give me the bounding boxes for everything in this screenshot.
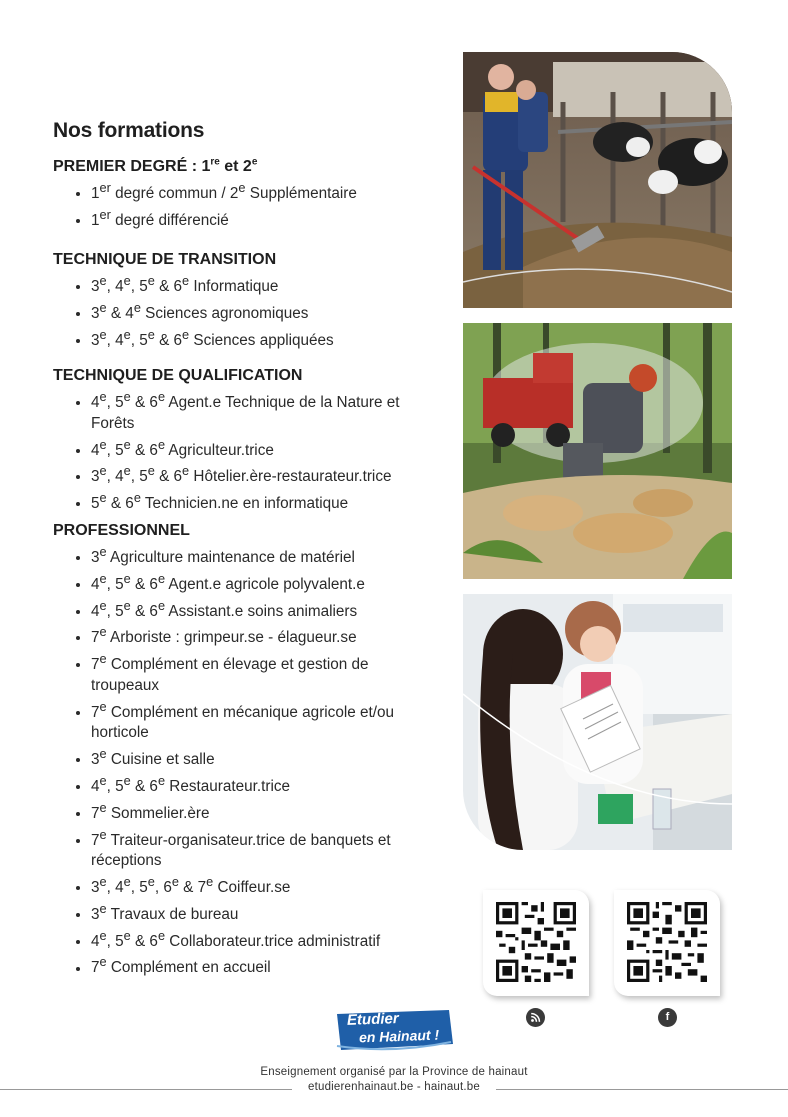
formation-item: • 3e & 4e Sciences agronomiques bbox=[91, 298, 433, 325]
formation-list bbox=[53, 178, 433, 232]
formation-item: • 4e, 5e & 6e Agent.e Technique de la Nature et Forêts bbox=[91, 387, 433, 435]
formation-item: • 3e, 4e, 5e & 6e Sciences appliquées bbox=[91, 325, 433, 352]
formation-item: • 4e, 5e & 6e Restaurateur.trice bbox=[91, 771, 433, 798]
section-professionnel bbox=[53, 521, 433, 979]
qr-code-pattern bbox=[496, 902, 576, 982]
formation-item: • 3e Travaux de bureau bbox=[91, 899, 433, 926]
formation-item: • 3e Cuisine et salle bbox=[91, 744, 433, 771]
section-premier-degre bbox=[53, 157, 433, 232]
etudier-en-hainaut-logo bbox=[333, 1008, 455, 1054]
logo-text-line2: en Hainaut ! bbox=[358, 1026, 440, 1046]
section-heading: PROFESSIONNEL bbox=[53, 522, 190, 539]
photo-barn-cattle bbox=[463, 52, 732, 308]
section-technique-transition bbox=[53, 250, 433, 351]
formation-item: • 7e Arboriste : grimpeur.se - élagueur.se bbox=[91, 622, 433, 649]
formation-list bbox=[53, 271, 433, 351]
footer-organizer: Enseignement organisé par la Province de hainaut bbox=[260, 1066, 528, 1078]
facebook-icon[interactable]: f bbox=[658, 1008, 677, 1027]
page-title: Nos formations bbox=[53, 119, 205, 142]
formation-item: • 7e Sommelier.ère bbox=[91, 798, 433, 825]
footer-websites[interactable]: etudierenhainaut.be - hainaut.be bbox=[307, 1081, 480, 1093]
section-heading: TECHNIQUE DE QUALIFICATION bbox=[53, 367, 303, 384]
formation-item: • 4e, 5e & 6e Collaborateur.trice administratif bbox=[91, 926, 433, 953]
formation-item: • 5e & 6e Technicien.ne en informatique bbox=[91, 488, 433, 515]
formation-item: • 7e Complément en accueil bbox=[91, 952, 433, 979]
logo-text-line1: Étudier bbox=[346, 1010, 399, 1029]
section-heading: PREMIER DEGRÉ : 1re et 2e bbox=[53, 156, 258, 175]
formation-item: • 7e Complément en mécanique agricole et/ou horticole bbox=[91, 697, 433, 745]
qr-code-pattern bbox=[627, 902, 707, 982]
formation-list bbox=[53, 387, 433, 515]
qr-code-rss[interactable] bbox=[483, 890, 589, 996]
qr-code-facebook[interactable] bbox=[614, 890, 720, 996]
formation-item: • 7e Traiteur-organisateur.trice de banquets et réceptions bbox=[91, 825, 433, 873]
photo-forestry bbox=[463, 323, 732, 579]
formation-item: • 4e, 5e & 6e Agent.e agricole polyvalent.e bbox=[91, 569, 433, 596]
photo-laboratory bbox=[463, 594, 732, 850]
formation-item: • 4e, 5e & 6e Assistant.e soins animaliers bbox=[91, 596, 433, 623]
formation-item: • 4e, 5e & 6e Agriculteur.trice bbox=[91, 435, 433, 462]
formation-item: • 3e, 4e, 5e & 6e Informatique bbox=[91, 271, 433, 298]
formation-item: • 7e Complément en élevage et gestion de troupeaux bbox=[91, 649, 433, 697]
formation-item: • 3e, 4e, 5e, 6e & 7e Coiffeur.se bbox=[91, 872, 433, 899]
section-technique-qualification bbox=[53, 366, 433, 515]
section-heading: TECHNIQUE DE TRANSITION bbox=[53, 251, 277, 268]
formation-item: • 3e Agriculture maintenance de matériel bbox=[91, 542, 433, 569]
formation-item: • 1er degré différencié bbox=[91, 205, 433, 232]
formation-item: • 3e, 4e, 5e & 6e Hôtelier.ère-restaurateur.trice bbox=[91, 461, 433, 488]
formation-item: • 1er degré commun / 2e Supplémentaire bbox=[91, 178, 433, 205]
formation-list bbox=[53, 542, 433, 979]
rss-icon[interactable] bbox=[526, 1008, 545, 1027]
